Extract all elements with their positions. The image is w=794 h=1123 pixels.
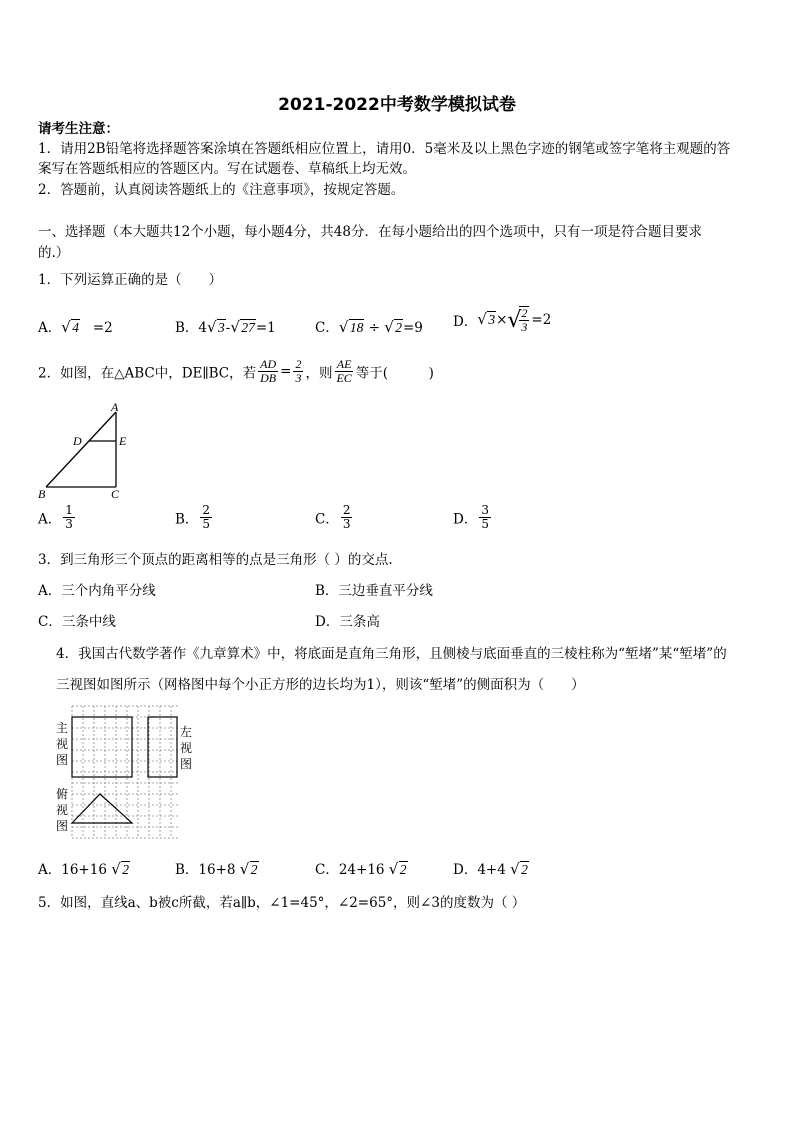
q4-option-b[interactable] xyxy=(175,858,259,878)
notice-line-2: 2．答题前，认真阅读答题纸上的《注意事项》，按规定答题。 xyxy=(38,182,405,198)
grid-lines xyxy=(72,706,178,838)
section-heading-line-1: 一、选择题（本大题共12个小题，每小题4分，共48分．在每小题给出的四个选项中，只有一项是符合题目要求 xyxy=(38,224,702,240)
fraction-ae-ec xyxy=(334,358,353,385)
q1-option-a[interactable] xyxy=(38,316,113,336)
label-c: C xyxy=(111,487,120,501)
option-label: D． xyxy=(453,314,478,330)
numerator: 1 xyxy=(65,503,73,517)
radicand: 27 xyxy=(241,320,255,335)
fraction xyxy=(63,504,75,531)
fraction-ad-db xyxy=(258,358,278,385)
denominator: 5 xyxy=(202,517,211,531)
sqrt-expression xyxy=(478,312,496,328)
sqrt-expression xyxy=(208,320,226,336)
option-label: A． xyxy=(38,511,62,528)
option-result: =2 xyxy=(531,312,552,328)
option-result: =9 xyxy=(403,320,423,336)
option-label: C． xyxy=(315,511,339,528)
q4-option-a[interactable] xyxy=(38,858,130,878)
label-e: E xyxy=(119,434,127,448)
stem-text: 2．如图，在△ABC中，DE∥BC，若 xyxy=(38,365,257,382)
fraction xyxy=(479,504,491,531)
fraction-two-thirds xyxy=(293,358,303,385)
equals-sign: = xyxy=(280,363,292,380)
numerator: 2 xyxy=(295,357,302,371)
numerator: 2 xyxy=(202,503,211,517)
denominator: 3 xyxy=(65,517,73,531)
denominator: DB xyxy=(260,371,277,385)
option-text: D．4+4 xyxy=(453,862,506,878)
notice-line-1b: 案写在答题纸相应的答题区内。写在试题卷、草稿纸上均无效。 xyxy=(38,161,416,177)
radicand: 3 xyxy=(488,312,496,327)
q2-option-b[interactable] xyxy=(175,504,214,531)
q1-option-b[interactable] xyxy=(175,316,276,336)
label-b: B xyxy=(38,487,46,501)
sqrt-expression xyxy=(112,862,130,878)
radicand: 2 xyxy=(521,862,528,877)
notice-heading: 请考生注意： xyxy=(38,121,119,137)
sqrt-expression xyxy=(62,320,80,336)
q4-option-d[interactable] xyxy=(453,858,529,878)
q3-option-b[interactable]: B．三边垂直平分线 xyxy=(315,583,433,599)
operator: - xyxy=(225,320,231,336)
q3-option-c[interactable]: C．三条中线 xyxy=(38,614,116,630)
top-view-label-1: 俯 xyxy=(56,787,69,801)
q4-stem-line-1: 4．我国古代数学著作《九章算术》中，将底面是直角三角形，且侧棱与底面垂直的三棱柱称为“堑堵”某“堑堵”的 xyxy=(56,646,727,662)
top-view-label-3: 图 xyxy=(56,819,69,833)
q1-stem: 1．下列运算正确的是（ ） xyxy=(38,272,223,288)
sqrt-expression xyxy=(390,862,408,878)
stem-text: ，则 xyxy=(305,365,333,382)
side-view-rect xyxy=(148,717,177,777)
denominator: 3 xyxy=(295,371,302,385)
fraction xyxy=(200,504,212,531)
q2-option-c[interactable] xyxy=(315,504,354,531)
option-result: =2 xyxy=(92,320,113,336)
triangle-abc-figure xyxy=(36,398,136,502)
q5-stem: 5．如图，直线a、b被c所截，若a∥b，∠1=45°，∠2=65°，则∠3的度数为（ ） xyxy=(38,895,526,911)
numerator: 2 xyxy=(521,306,528,320)
operator: ÷ xyxy=(368,320,380,336)
top-view-label-2: 视 xyxy=(56,803,69,817)
q1-option-d[interactable] xyxy=(453,306,551,334)
q2-stem xyxy=(38,358,434,385)
q2-option-d[interactable] xyxy=(453,504,493,531)
radicand: 2 xyxy=(250,862,258,877)
label-d: D xyxy=(73,434,82,448)
fraction xyxy=(341,504,353,531)
operator: × xyxy=(496,312,508,328)
numerator: AD xyxy=(260,357,277,371)
top-view-triangle xyxy=(72,794,132,823)
three-view-grid-figure xyxy=(52,702,202,842)
sqrt-expression xyxy=(340,320,365,336)
side-view-label-1: 左 xyxy=(180,725,193,739)
q4-stem-line-2: 三视图如图所示（网格图中每个小正方形的边长均为1），则该“堑堵”的侧面积为（ ） xyxy=(56,677,585,693)
q4-option-c[interactable] xyxy=(315,858,408,878)
denominator: 5 xyxy=(481,517,489,531)
denominator: 3 xyxy=(521,320,528,334)
label-a: A xyxy=(111,400,119,414)
radicand: 18 xyxy=(349,320,364,335)
front-view-rect xyxy=(72,717,132,777)
denominator: EC xyxy=(336,371,352,385)
option-label: C． xyxy=(315,320,339,336)
option-text: C．24+16 xyxy=(315,862,385,878)
stem-text: 等于( ) xyxy=(355,365,434,382)
front-view-label-1: 主 xyxy=(56,721,69,735)
front-view-label-2: 视 xyxy=(56,737,69,751)
side-view-label-2: 视 xyxy=(180,741,193,755)
radicand: 4 xyxy=(72,320,79,335)
sqrt-expression xyxy=(511,862,529,878)
q2-option-a[interactable] xyxy=(38,504,77,531)
numerator: 3 xyxy=(481,503,489,517)
sqrt-expression xyxy=(231,320,256,336)
side-ab xyxy=(46,412,116,487)
option-label: A． xyxy=(38,320,62,336)
option-label: B． xyxy=(175,511,199,528)
option-result: =1 xyxy=(255,320,276,336)
numerator: 2 xyxy=(342,503,351,517)
radicand: 2 xyxy=(122,862,129,877)
sqrt-fraction xyxy=(507,306,531,334)
side-view-label-3: 图 xyxy=(180,757,193,771)
front-view-label-3: 图 xyxy=(56,753,69,767)
sqrt-expression xyxy=(385,320,403,336)
option-label: B．4 xyxy=(175,320,208,336)
option-text: B．16+8 xyxy=(175,862,236,878)
q3-stem: 3．到三角形三个顶点的距离相等的点是三角形（ ）的交点. xyxy=(38,552,393,568)
option-text: A．16+16 xyxy=(38,862,107,878)
radicand: 2 xyxy=(399,862,407,877)
radicand: 3 xyxy=(218,320,225,335)
notice-line-1a: 1．请用2B铅笔将选择题答案涂填在答题纸相应位置上，请用0．5毫米及以上黑色字迹的钢笔或签字笔将主观题的答 xyxy=(38,141,731,157)
sqrt-expression xyxy=(241,862,259,878)
q3-option-d[interactable]: D．三条高 xyxy=(315,614,380,630)
section-heading-line-2: 的.） xyxy=(38,245,70,261)
denominator: 3 xyxy=(342,517,351,531)
option-label: D． xyxy=(453,511,478,528)
radicand: 2 xyxy=(395,320,402,335)
q1-option-c[interactable] xyxy=(315,316,423,336)
sqrt-sign: √ xyxy=(507,308,522,333)
numerator: AE xyxy=(336,357,352,371)
page-title: 2021-2022中考数学模拟试卷 xyxy=(278,95,516,115)
q3-option-a[interactable]: A．三个内角平分线 xyxy=(38,583,156,599)
